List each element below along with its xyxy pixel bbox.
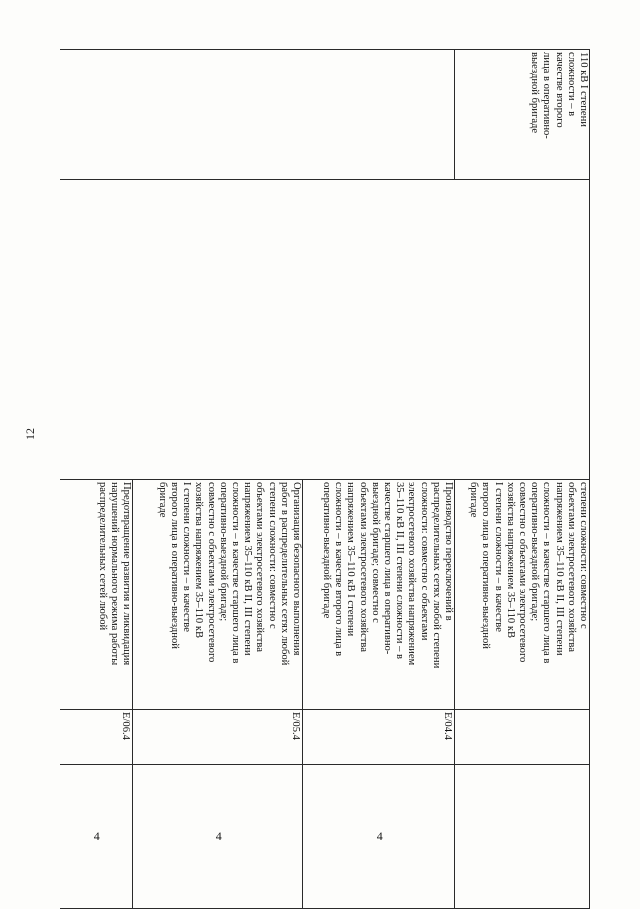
column-divider xyxy=(60,179,590,180)
table-cell xyxy=(303,49,455,179)
table-cell xyxy=(133,49,303,179)
table-cell xyxy=(133,479,303,709)
qualification-level: 4 xyxy=(215,829,222,843)
table-cell xyxy=(60,709,133,764)
row-divider xyxy=(132,479,133,909)
table-cell xyxy=(133,709,303,764)
column-divider xyxy=(60,49,590,50)
table-cell xyxy=(455,479,590,709)
cell-text: 110 кВ I степени сложности – в качестве второго лица в оперативно- выездной бригаде xyxy=(529,52,589,139)
table-cell xyxy=(303,764,455,909)
column-divider xyxy=(60,709,590,710)
row-divider xyxy=(454,479,455,909)
cell-text: степени сложности: совместно с объектами электросетевого хозяйства напряжением 35–110 кВ II, III степени сложности – в качестве старшего лица в оперативно-выездной бригаде; совместно с объектами электросетевого хозяйства напряжением 35–110 кВ I степени сложности – в качестве второго лица в оперативно-выездной бригаде xyxy=(468,482,589,664)
table-cell xyxy=(60,479,133,709)
table-cell xyxy=(455,179,590,479)
page-number: 12 xyxy=(23,428,37,440)
table-cell xyxy=(303,479,455,709)
column-divider xyxy=(60,764,590,765)
function-code: E/05.4 xyxy=(290,712,301,740)
cell-text: Предотвращение развития и ликвидация нарушений нормального режима работы распределительных сетей любой xyxy=(96,482,132,666)
cell-text: Производство переключений в распределительных сетях любой степени сложности: совместно с объектами электросетевого хозяйства напряжением 35–110 кВ II, III степени сложности – в качестве старшего лица в оперативно- выездной бригаде; совместно с объектами электросетевого хозяйства напряжением 35–110 кВ I степени сложности – в качестве второго лица в оперативно-выездной бригаде xyxy=(320,482,454,669)
table-cell xyxy=(303,179,455,479)
column-divider xyxy=(60,479,590,480)
function-code: E/04.4 xyxy=(442,712,453,740)
qualification-level: 4 xyxy=(376,829,383,843)
row-divider xyxy=(454,49,455,179)
table-cell xyxy=(60,179,133,479)
cell-text xyxy=(302,49,303,179)
table-cell xyxy=(455,764,590,909)
competency-table xyxy=(60,49,590,909)
table-cell xyxy=(455,49,590,179)
table-cell xyxy=(455,709,590,764)
table-cell xyxy=(133,764,303,909)
cell-text xyxy=(132,49,133,179)
cell-text: Организация безопасного выполнения работ в распределительных сетях любой степени сложности: совместно с объектами электросетевого хозяйства напряжением 35–110 кВ II, III степени сложности – в качестве старшего лица в оперативно-выездной бригаде; совместно с объектами электросетевого хозяйства напряжением 35–110 кВ I степени сложности – в качестве второго лица в оперативно-выездной бригаде xyxy=(156,482,302,666)
table-cell xyxy=(133,179,303,479)
table-cell xyxy=(60,49,133,179)
function-code: E/06.4 xyxy=(120,712,131,740)
table-cell xyxy=(303,709,455,764)
qualification-level: 4 xyxy=(94,829,101,843)
table-cell xyxy=(60,764,133,909)
row-divider xyxy=(302,479,303,909)
